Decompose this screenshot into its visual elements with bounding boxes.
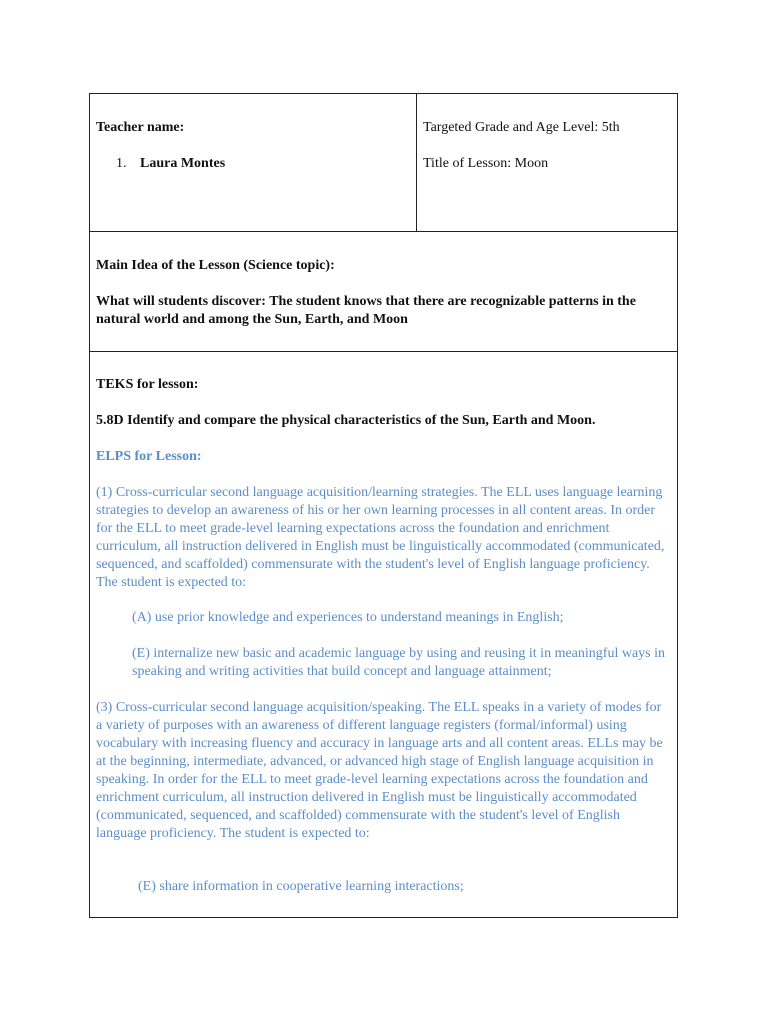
list-number: 1.	[116, 156, 127, 171]
elps-paragraph-3: (3) Cross-curricular second language acquisition/speaking. The ELL speaks in a variety of modes for a variety of purposes with an awareness of different language registers (formal/informal) using vocabulary with increasing fluency and accuracy in language arts and all content areas. ELLs may be at the beginning, intermediate, advanced, or advanced high stage of English language acquisition in speaking. In order for the ELL to meet grade-level learning expectations across the foundation and enrichment curriculum, all instruction delivered in English must be linguistically accommodated (communicated, sequenced, and scaffolded) commensurate with the student's level of English language proficiency. The student is expected to:	[96, 700, 663, 841]
elps-item-3e: (E) share information in cooperative learning interactions;	[138, 879, 464, 894]
lesson-title: Title of Lesson: Moon	[423, 156, 549, 171]
standards-row	[90, 352, 677, 917]
elps-item-1e: (E) internalize new basic and academic language by using and reusing it in meaningful ways in speaking and writing activities that build concept and language attainment;	[132, 646, 665, 679]
main-idea-row	[90, 232, 677, 352]
discover-statement: What will students discover: The student knows that there are recognizable patterns in the natural world and among the Sun, Earth, and Moon	[96, 294, 636, 327]
elps-heading: ELPS for Lesson:	[96, 449, 202, 464]
grade-level: Targeted Grade and Age Level: 5th	[423, 120, 620, 135]
teks-standard: 5.8D Identify and compare the physical characteristics of the Sun, Earth and Moon.	[96, 413, 596, 428]
main-idea-heading: Main Idea of the Lesson (Science topic):	[96, 258, 335, 273]
teacher-label: Teacher name:	[96, 120, 185, 135]
lesson-plan-table	[89, 93, 678, 918]
lesson-info-cell	[417, 94, 677, 231]
teacher-cell	[90, 94, 417, 231]
teacher-list-item	[116, 155, 408, 173]
elps-item-1a: (A) use prior knowledge and experiences to understand meanings in English;	[132, 610, 564, 625]
elps-paragraph-1: (1) Cross-curricular second language acquisition/learning strategies. The ELL uses language learning strategies to develop an awareness of his or her own learning processes in all content areas. In order for the ELL to meet grade-level learning expectations across the foundation and enrichment curriculum, all instruction delivered in English must be linguistically accommodated (communicated, sequenced, and scaffolded) commensurate with the student's level of English language proficiency. The student is expected to:	[96, 485, 665, 590]
teks-heading: TEKS for lesson:	[96, 377, 199, 392]
header-row	[90, 94, 677, 232]
teacher-name: Laura Montes	[140, 156, 226, 171]
